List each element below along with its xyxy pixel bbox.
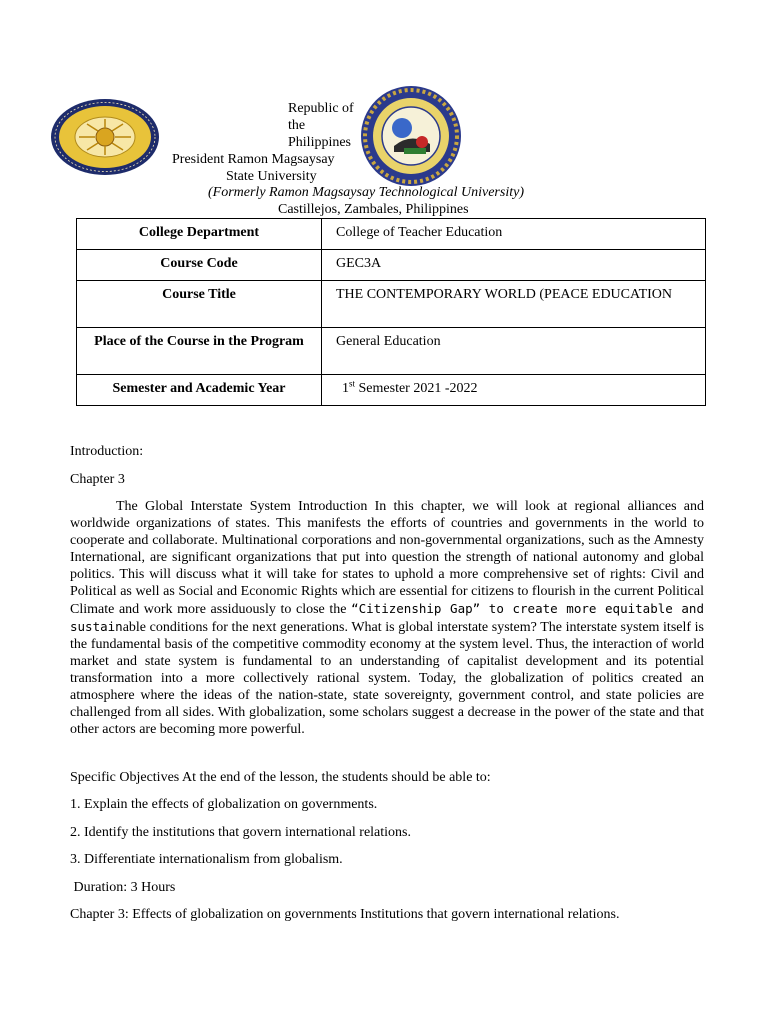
table-value-course-code: GEC3A [322, 250, 706, 281]
university-seal-logo [49, 97, 161, 177]
semester-text: Semester 2021 -2022 [355, 381, 478, 396]
chapter-title-text: Chapter 3: Effects of globalization on governments Institutions that govern international relations. [70, 907, 620, 922]
table-label-semester: Semester and Academic Year [77, 375, 322, 406]
objective-item-2: 2. Identify the institutions that govern international relations. [70, 825, 411, 840]
chapter-label: Chapter 3 [70, 472, 125, 487]
course-info-table [76, 218, 706, 406]
introduction-heading: Introduction: [70, 444, 144, 459]
header-republic-line1: Republic of [288, 101, 354, 116]
header-university-name: President Ramon Magsaysay [172, 152, 335, 167]
table-label-college-department: College Department [77, 219, 322, 250]
table-value-semester [322, 375, 706, 406]
table-row [77, 219, 706, 250]
table-row [77, 328, 706, 375]
header-location: Castillejos, Zambales, Philippines [278, 202, 469, 217]
objective-item-1: 1. Explain the effects of globalization on governments. [70, 797, 378, 812]
table-label-course-title: Course Title [77, 281, 322, 328]
table-value-place-of-course: General Education [322, 328, 706, 375]
header-republic-line2: the [288, 118, 306, 133]
objective-item-3: 3. Differentiate internationalism from globalism. [70, 852, 343, 867]
table-row [77, 375, 706, 406]
introduction-paragraph [70, 498, 704, 738]
table-row [77, 281, 706, 328]
table-value-course-title: THE CONTEMPORARY WORLD (PEACE EDUCATION [322, 281, 706, 328]
paragraph-text-part1: The Global Interstate System Introduction In this chapter, we will look at regional alliances and worldwide organizations of states. This manifests the efforts of countries and governments in the world to cooperate and collaborate. Multinational corporations and non-governmental organizations, such as the Amnesty International, are significant organizations that put into question the strength of national autonomy and global politics. This will discuss what it will take for states to uphold a more comprehensive set of rights: Civil and Political as well as Social and Economic Rights which are essential for citizens to flourish in the current Political Climate and work more assiduously to close the [70, 499, 704, 617]
header-university-name-line2: State University [226, 169, 317, 184]
table-value-college-department: College of Teacher Education [322, 219, 706, 250]
header-formerly-name: (Formerly Ramon Magsaysay Technological University) [208, 185, 524, 200]
paragraph-text-citizenship-gap: “Citizenship Gap” to create more equitable and sustain [70, 601, 704, 634]
table-label-course-code: Course Code [77, 250, 322, 281]
header-republic-line3: Philippines [288, 135, 352, 150]
objectives-intro: Specific Objectives At the end of the lesson, the students should be able to: [70, 770, 491, 785]
table-row [77, 250, 706, 281]
duration-text: Duration: 3 Hours [70, 880, 176, 895]
college-of-education-seal-logo [358, 86, 464, 186]
semester-ordinal-suffix: st [349, 378, 356, 389]
semester-number: 1 [342, 381, 349, 396]
table-label-place-of-course: Place of the Course in the Program [77, 328, 322, 375]
paragraph-text-part2: able conditions for the next generations. What is global interstate system? The interstate system itself is the fundamental basis of the competitive commodity economy at the system level. Thus, the interaction of world market and state system is fundamental to an understanding of capitalist development and its potential transformation into a more collectively rational system. Today, the globalization of politics created an atmosphere where the ideas of the nation-state, state sovereignty, government control, and state policies are challenged from all sides. With globalization, some scholars suggest a decrease in the power of the state and that other actors are becoming more powerful. [70, 620, 704, 737]
